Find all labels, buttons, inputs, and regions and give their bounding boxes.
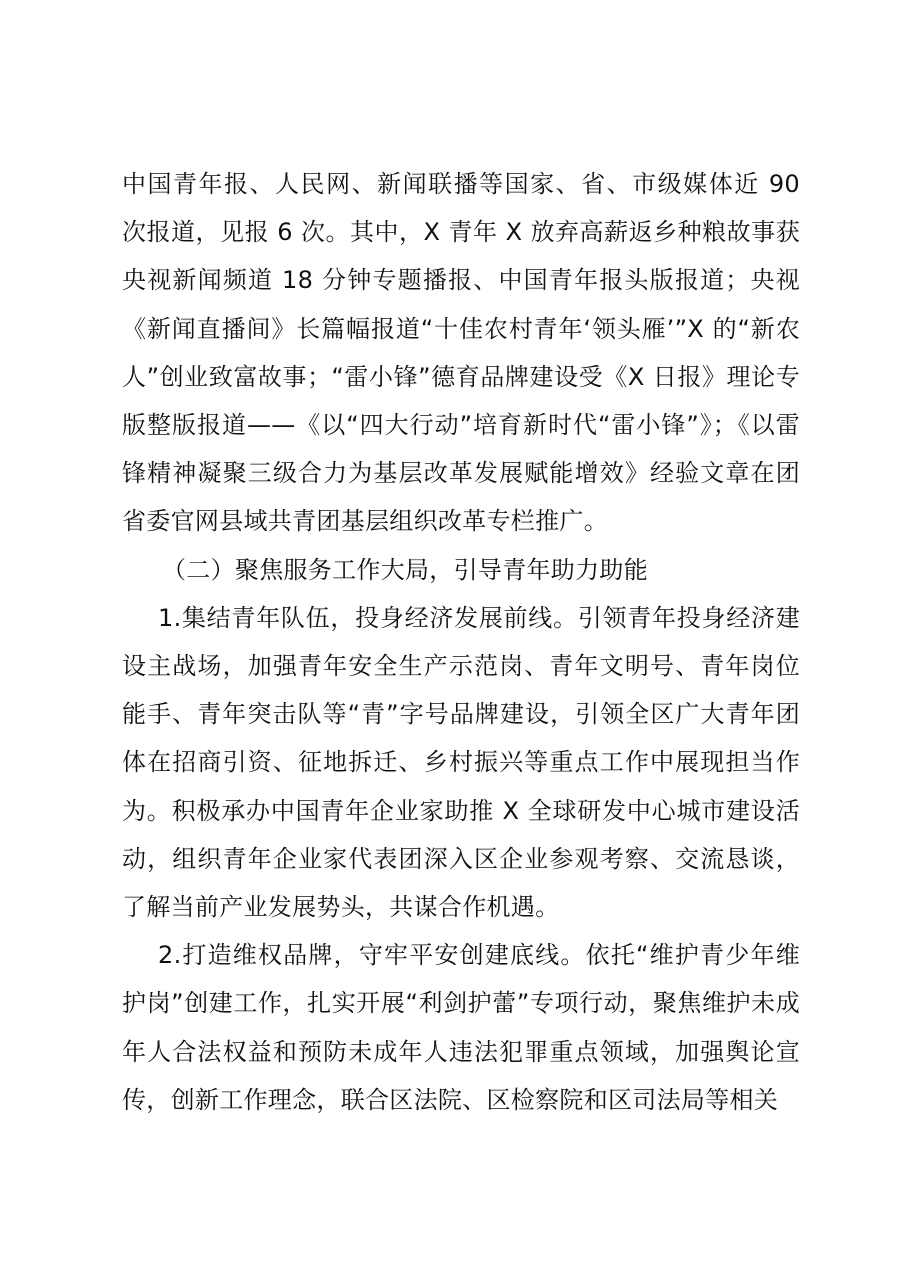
document-body: [122, 160, 800, 1124]
paragraph-item-2: 2.打造维权品牌，守牢平安创建底线。依托“维护青少年维护岗”创建工作，扎实开展“利剑护蕾”专项行动，聚焦维护未成年人合法权益和预防未成年人违法犯罪重点领域，加强舆论宣传，创新工作理念，联合区法院、区检察院和区司法局等相关: [122, 941, 800, 1114]
paragraph-media-coverage: 中国青年报、人民网、新闻联播等国家、省、市级媒体近 90 次报道，见报 6 次。其中，X 青年 X 放弃高薪返乡种粮故事获央视新闻频道 18 分钟专题播报、中国青年报头版报道；央视《新闻直播间》长篇幅报道“十佳农村青年‘领头雁’”X 的“新农人”创业致富故事；“雷小锋”德育品牌建设受《X 日报》理论专版整版报道——《以“四大行动”培育新时代“雷小锋”》；《以雷锋精神凝聚三级合力为基层改革发展赋能增效》经验文章在团省委官网县域共青团基层组织改革专栏推广。: [122, 170, 800, 536]
paragraph-item-1: 1.集结青年队伍，投身经济发展前线。引领青年投身经济建设主战场，加强青年安全生产示范岗、青年文明号、青年岗位能手、青年突击队等“青”字号品牌建设，引领全区广大青年团体在招商引资、征地拆迁、乡村振兴等重点工作中展现担当作为。积极承办中国青年企业家助推 X 全球研发中心城市建设活动，组织青年企业家代表团深入区企业参观考察、交流恳谈，了解当前产业发展势头，共谋合作机遇。: [122, 603, 800, 922]
section-heading: （二）聚焦服务工作大局，引导青年助力助能: [162, 555, 648, 584]
